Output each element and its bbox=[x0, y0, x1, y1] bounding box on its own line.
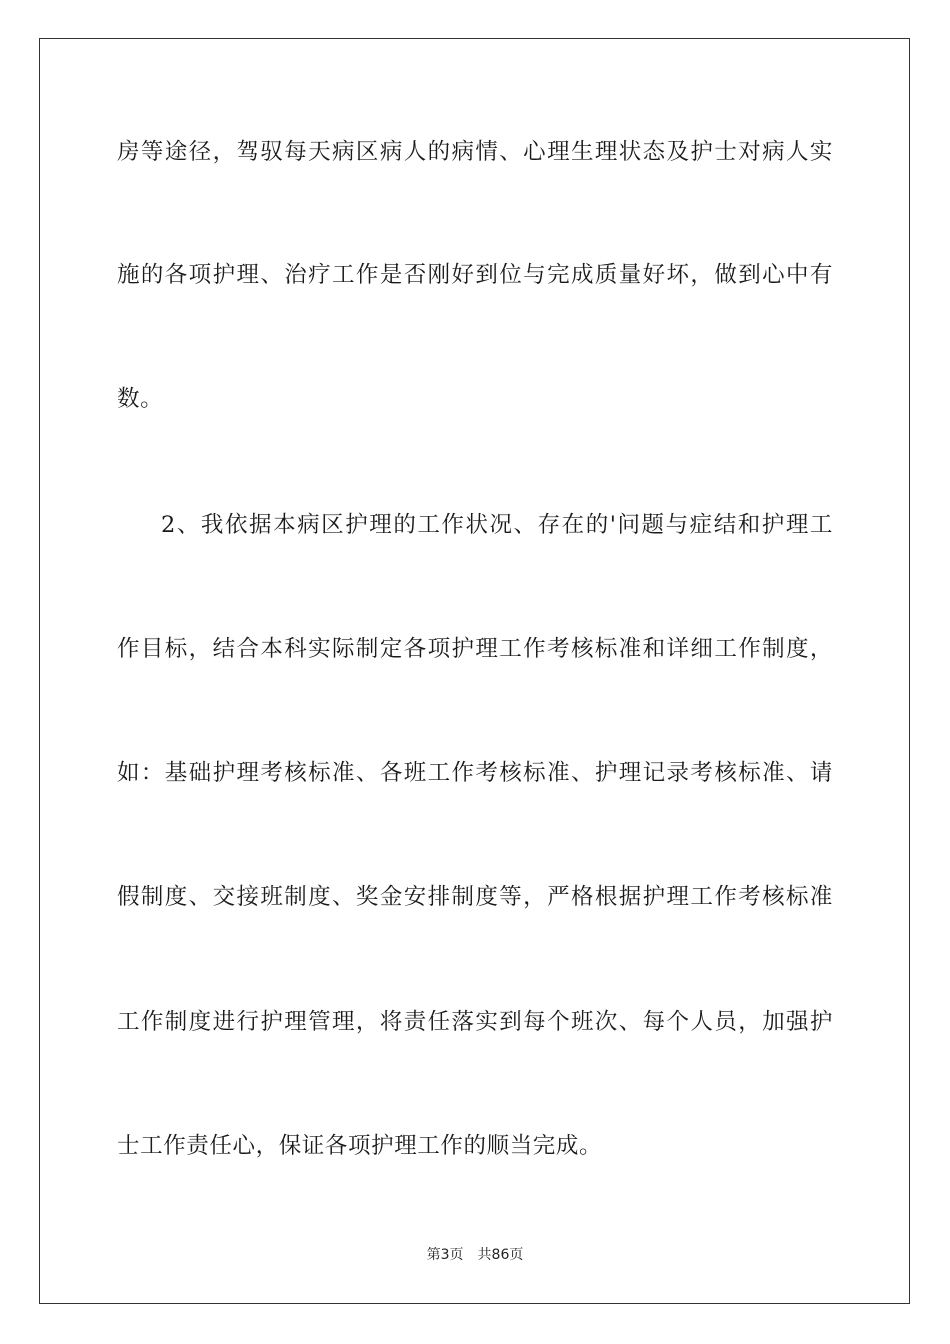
page-total: 共86页 bbox=[477, 1247, 524, 1263]
page-footer bbox=[0, 1246, 950, 1264]
body-text-line: 数。 bbox=[117, 386, 164, 412]
body-text-line: 假制度、交接班制度、奖金安排制度等，严格根据护理工作考核标准 bbox=[117, 884, 833, 910]
body-text-line: 如：基础护理考核标准、各班工作考核标准、护理记录考核标准、请 bbox=[117, 760, 833, 786]
page-number: 第3页 bbox=[426, 1247, 464, 1263]
body-text-line: 士工作责任心，保证各项护理工作的顺当完成。 bbox=[117, 1133, 603, 1159]
body-text-line: 工作制度进行护理管理，将责任落实到每个班次、每个人员，加强护 bbox=[117, 1009, 833, 1035]
paragraph-start-line: 2、我依据本病区护理的工作状况、存在的'问题与症结和护理工 bbox=[161, 512, 833, 538]
page-border bbox=[39, 38, 910, 1304]
body-text-line: 房等途径，驾驭每天病区病人的病情、心理生理状态及护士对病人实 bbox=[117, 139, 833, 165]
body-text-line: 施的各项护理、治疗工作是否刚好到位与完成质量好坏，做到心中有 bbox=[117, 262, 833, 288]
body-text-line: 作目标，结合本科实际制定各项护理工作考核标准和详细工作制度， bbox=[117, 636, 833, 662]
